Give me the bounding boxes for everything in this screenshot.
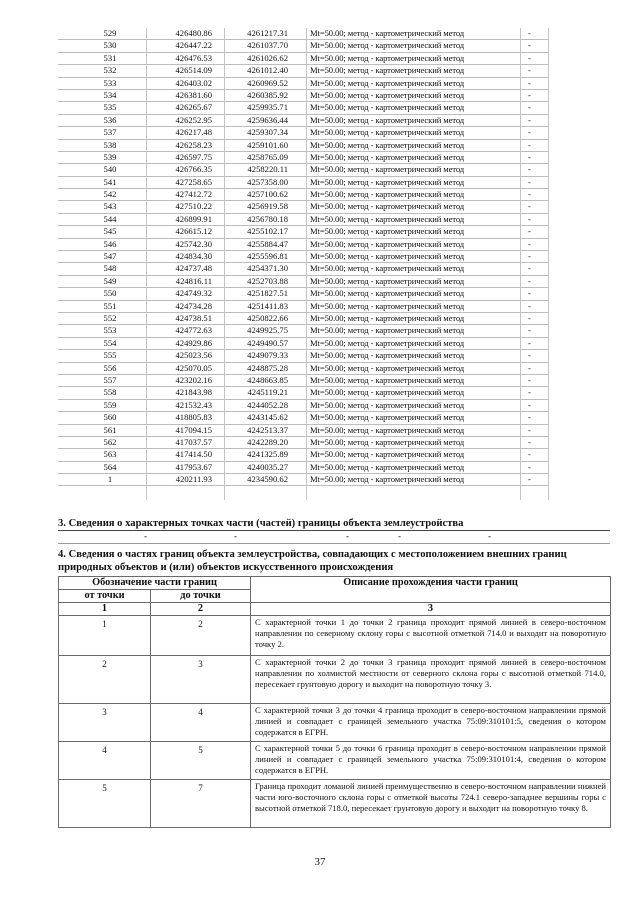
x-coordinate: 417094.15	[175, 424, 212, 435]
boundary-part-row	[59, 616, 611, 656]
accuracy-method: Mt=50.00; метод - картометрический метод	[310, 436, 465, 447]
boundary-part-row	[59, 704, 611, 742]
point-number: 535	[103, 102, 117, 113]
x-coordinate: 426252.95	[175, 114, 212, 125]
point-number: 1	[107, 474, 113, 485]
y-coordinate: 4261217.31	[247, 28, 288, 38]
point-number: 549	[103, 275, 117, 286]
accuracy-method: Mt=50.00; метод - картометрический метод	[310, 127, 465, 138]
accuracy-method: Mt=50.00; метод - картометрический метод	[310, 65, 465, 76]
extra-value: -	[528, 350, 531, 361]
coordinate-row	[58, 263, 548, 275]
y-coordinate: 4257100.62	[247, 189, 288, 200]
point-number: 531	[103, 52, 117, 63]
accuracy-method: Mt=50.00; метод - картометрический метод	[310, 263, 465, 274]
x-coordinate: 426615.12	[175, 226, 212, 237]
boundary-parts-table	[58, 576, 611, 828]
point-number: 553	[103, 325, 117, 336]
x-coordinate: 426381.60	[175, 89, 212, 100]
x-coordinate: 427258.65	[175, 176, 212, 187]
accuracy-method: Mt=50.00; метод - картометрический метод	[310, 387, 465, 398]
section-4-title: 4. Сведения о частях границ объекта землеустройства, совпадающих с местоположением внешних границ природных объектов и (или) объектов искусственного происхождения	[58, 549, 567, 573]
extra-value: -	[528, 412, 531, 423]
accuracy-method: Mt=50.00; метод - картометрический метод	[310, 151, 465, 162]
x-coordinate: 421532.43	[175, 399, 212, 410]
extra-value: -	[528, 474, 531, 485]
point-number: 545	[103, 226, 117, 237]
extra-value: -	[528, 325, 531, 336]
accuracy-method: Mt=50.00; метод - картометрический метод	[310, 288, 465, 299]
point-number: 546	[103, 238, 117, 249]
coordinate-row	[58, 239, 548, 251]
to-point-header: до точки	[151, 590, 251, 603]
column-number: 2	[151, 603, 251, 616]
point-number: 533	[103, 77, 117, 88]
point-number: 538	[103, 139, 117, 150]
y-coordinate: 4234590.62	[247, 474, 288, 485]
x-coordinate: 423202.16	[175, 374, 212, 385]
y-coordinate: 4261026.62	[247, 52, 288, 63]
point-number: 562	[103, 436, 117, 447]
x-coordinate: 420211.93	[175, 474, 212, 485]
x-coordinate: 426403.02	[175, 77, 212, 88]
extra-value: -	[528, 251, 531, 262]
point-number: 542	[103, 189, 117, 200]
accuracy-method: Mt=50.00; метод - картометрический метод	[310, 424, 465, 435]
coordinate-row	[58, 102, 548, 114]
from-point: 2	[59, 656, 151, 704]
extra-value: -	[528, 337, 531, 348]
y-coordinate: 4259636.44	[247, 114, 288, 125]
coordinate-row	[58, 425, 548, 437]
accuracy-method: Mt=50.00; метод - картометрический метод	[310, 325, 465, 336]
accuracy-method: Mt=50.00; метод - картометрический метод	[310, 412, 465, 423]
point-number: 548	[103, 263, 117, 274]
section-3-cell: -	[144, 531, 147, 541]
accuracy-method: Mt=50.00; метод - картометрический метод	[310, 374, 465, 385]
accuracy-method: Mt=50.00; метод - картометрический метод	[310, 40, 465, 51]
x-coordinate: 425023.56	[175, 350, 212, 361]
from-point: 1	[59, 616, 151, 656]
extra-value: -	[528, 52, 531, 63]
point-number: 530	[103, 40, 117, 51]
coordinate-row	[58, 375, 548, 387]
y-coordinate: 4242289.20	[247, 436, 288, 447]
extra-value: -	[528, 238, 531, 249]
extra-value: -	[528, 127, 531, 138]
y-coordinate: 4244052.28	[247, 399, 288, 410]
point-number: 557	[103, 374, 117, 385]
coordinate-row	[58, 177, 548, 189]
coordinate-row	[58, 288, 548, 300]
y-coordinate: 4255884.47	[247, 238, 288, 249]
x-coordinate: 424734.28	[175, 300, 212, 311]
boundary-part-row	[59, 742, 611, 780]
accuracy-method: Mt=50.00; метод - картометрический метод	[310, 337, 465, 348]
extra-value: -	[528, 436, 531, 447]
extra-value: -	[528, 449, 531, 460]
y-coordinate: 4254371.30	[247, 263, 288, 274]
coordinate-row	[58, 338, 548, 350]
extra-value: -	[528, 77, 531, 88]
y-coordinate: 4240035.27	[247, 461, 288, 472]
to-point: 2	[151, 616, 251, 656]
point-number: 563	[103, 449, 117, 460]
accuracy-method: Mt=50.00; метод - картометрический метод	[310, 89, 465, 100]
x-coordinate: 426597.75	[175, 151, 212, 162]
y-coordinate: 4248663.85	[247, 374, 288, 385]
extra-value: -	[528, 114, 531, 125]
section-3-empty-row	[58, 530, 610, 544]
accuracy-method: Mt=50.00; метод - картометрический метод	[310, 312, 465, 323]
x-coordinate: 426447.22	[175, 40, 212, 51]
extra-value: -	[528, 40, 531, 51]
from-point: 4	[59, 742, 151, 780]
point-number: 541	[103, 176, 117, 187]
coordinate-row	[58, 40, 548, 52]
y-coordinate: 4251411.83	[247, 300, 288, 311]
y-coordinate: 4259935.71	[247, 102, 288, 113]
boundary-part-row	[59, 780, 611, 828]
section-3-cell: -	[488, 531, 491, 541]
section-3	[58, 517, 610, 544]
accuracy-method: Mt=50.00; метод - картометрический метод	[310, 176, 465, 187]
x-coordinate: 426899.91	[175, 213, 212, 224]
accuracy-method: Mt=50.00; метод - картометрический метод	[310, 213, 465, 224]
coordinate-row	[58, 152, 548, 164]
extra-value: -	[528, 176, 531, 187]
coordinate-row	[58, 276, 548, 288]
x-coordinate: 426480.86	[175, 28, 212, 38]
accuracy-method: Mt=50.00; метод - картометрический метод	[310, 139, 465, 150]
x-coordinate: 424738.51	[175, 312, 212, 323]
accuracy-method: Mt=50.00; метод - картометрический метод	[310, 52, 465, 63]
extra-value: -	[528, 288, 531, 299]
x-coordinate: 426476.53	[175, 52, 212, 63]
accuracy-method: Mt=50.00; метод - картометрический метод	[310, 350, 465, 361]
coordinate-row	[58, 325, 548, 337]
point-number: 555	[103, 350, 117, 361]
x-coordinate: 425742.30	[175, 238, 212, 249]
x-coordinate: 424834.30	[175, 251, 212, 262]
extra-value: -	[528, 164, 531, 175]
from-point-header: от точки	[59, 590, 151, 603]
x-coordinate: 426766.35	[175, 164, 212, 175]
column-divider	[146, 28, 147, 500]
point-number: 540	[103, 164, 117, 175]
y-coordinate: 4260385.92	[247, 89, 288, 100]
coordinate-row	[58, 474, 548, 486]
extra-value: -	[528, 374, 531, 385]
y-coordinate: 4251827.51	[247, 288, 288, 299]
accuracy-method: Mt=50.00; метод - картометрический метод	[310, 275, 465, 286]
coordinate-row	[58, 214, 548, 226]
point-number: 559	[103, 399, 117, 410]
coordinate-row	[58, 53, 548, 65]
y-coordinate: 4256919.58	[247, 201, 288, 212]
boundary-description: С характерной точки 3 до точки 4 граница проходит в северо-восточном направлении прямой линией и совпадает с границей земельного участка 75:09:310101:5, сведения о котором содержатся в ЕГРН.	[251, 704, 611, 742]
y-coordinate: 4259101.60	[247, 139, 288, 150]
point-number: 551	[103, 300, 117, 311]
extra-value: -	[528, 213, 531, 224]
y-coordinate: 4255596.81	[247, 251, 288, 262]
point-number: 564	[103, 461, 117, 472]
point-number: 556	[103, 362, 117, 373]
y-coordinate: 4252703.88	[247, 275, 288, 286]
coordinates-table	[58, 28, 548, 486]
x-coordinate: 417414.50	[175, 449, 212, 460]
accuracy-method: Mt=50.00; метод - картометрический метод	[310, 238, 465, 249]
coordinate-row	[58, 387, 548, 399]
y-coordinate: 4249490.57	[247, 337, 288, 348]
column-divider	[520, 28, 521, 500]
extra-value: -	[528, 139, 531, 150]
coordinate-row	[58, 350, 548, 362]
y-coordinate: 4249925.75	[247, 325, 288, 336]
y-coordinate: 4245119.21	[247, 387, 288, 398]
x-coordinate: 424772.63	[175, 325, 212, 336]
extra-value: -	[528, 189, 531, 200]
accuracy-method: Mt=50.00; метод - картометрический метод	[310, 449, 465, 460]
boundary-parts-body	[59, 616, 611, 828]
coordinate-row	[58, 400, 548, 412]
coordinate-row	[58, 226, 548, 238]
x-coordinate: 425070.05	[175, 362, 212, 373]
section-3-title: 3. Сведения о характерных точках части (частей) границы объекта землеустройства	[58, 518, 464, 529]
x-coordinate: 427412.72	[175, 189, 212, 200]
column-divider	[548, 28, 549, 500]
point-number: 561	[103, 424, 117, 435]
from-point: 5	[59, 780, 151, 828]
accuracy-method: Mt=50.00; метод - картометрический метод	[310, 102, 465, 113]
point-number: 529	[103, 28, 117, 38]
extra-value: -	[528, 424, 531, 435]
point-number: 537	[103, 127, 117, 138]
accuracy-method: Mt=50.00; метод - картометрический метод	[310, 114, 465, 125]
accuracy-method: Mt=50.00; метод - картометрический метод	[310, 189, 465, 200]
x-coordinate: 417037.57	[175, 436, 212, 447]
point-number: 544	[103, 213, 117, 224]
extra-value: -	[528, 387, 531, 398]
accuracy-method: Mt=50.00; метод - картометрический метод	[310, 28, 465, 38]
extra-value: -	[528, 399, 531, 410]
from-point: 3	[59, 704, 151, 742]
y-coordinate: 4250822.66	[247, 312, 288, 323]
point-number: 534	[103, 89, 117, 100]
coordinate-row	[58, 313, 548, 325]
coordinate-row	[58, 449, 548, 461]
accuracy-method: Mt=50.00; метод - картометрический метод	[310, 164, 465, 175]
point-number: 532	[103, 65, 117, 76]
extra-value: -	[528, 263, 531, 274]
accuracy-method: Mt=50.00; метод - картометрический метод	[310, 474, 465, 485]
to-point: 3	[151, 656, 251, 704]
x-coordinate: 424929.86	[175, 337, 212, 348]
coordinate-row	[58, 189, 548, 201]
column-divider	[306, 28, 307, 500]
x-coordinate: 424749.32	[175, 288, 212, 299]
section-4	[58, 548, 610, 828]
extra-value: -	[528, 300, 531, 311]
coordinate-row	[58, 251, 548, 263]
coordinate-row	[58, 437, 548, 449]
column-divider	[224, 28, 225, 500]
to-point: 7	[151, 780, 251, 828]
boundary-part-row	[59, 656, 611, 704]
extra-value: -	[528, 89, 531, 100]
extra-value: -	[528, 28, 531, 38]
point-number: 558	[103, 387, 117, 398]
extra-value: -	[528, 65, 531, 76]
y-coordinate: 4258765.09	[247, 151, 288, 162]
coordinate-row	[58, 28, 548, 40]
coordinate-row	[58, 412, 548, 424]
x-coordinate: 418805.83	[175, 412, 212, 423]
y-coordinate: 4248875.28	[247, 362, 288, 373]
coordinate-row	[58, 127, 548, 139]
point-number: 554	[103, 337, 117, 348]
point-number: 552	[103, 312, 117, 323]
x-coordinate: 421843.98	[175, 387, 212, 398]
to-point: 5	[151, 742, 251, 780]
accuracy-method: Mt=50.00; метод - картометрический метод	[310, 201, 465, 212]
y-coordinate: 4260969.52	[247, 77, 288, 88]
x-coordinate: 426265.67	[175, 102, 212, 113]
coordinate-row	[58, 301, 548, 313]
y-coordinate: 4261037.70	[247, 40, 288, 51]
boundary-description: С характерной точки 2 до точки 3 граница проходит прямой линией в северо-восточном направлении по холмистой местности от северного склона горы с высотной отметкой 714.0, пересекает грунтовую дорогу и выходит на поворотную точку 3.	[251, 656, 611, 704]
point-number: 539	[103, 151, 117, 162]
accuracy-method: Mt=50.00; метод - картометрический метод	[310, 461, 465, 472]
coordinate-row	[58, 115, 548, 127]
accuracy-method: Mt=50.00; метод - картометрический метод	[310, 251, 465, 262]
x-coordinate: 426514.09	[175, 65, 212, 76]
y-coordinate: 4242513.37	[247, 424, 288, 435]
section-3-cell: -	[398, 531, 401, 541]
to-point: 4	[151, 704, 251, 742]
extra-value: -	[528, 201, 531, 212]
section-3-cell: -	[346, 531, 349, 541]
boundary-description: Граница проходит ломаной линией преимущественно в северо-восточном направлении нижней части юго-восточного склона горы с отметкой высоты 724.1 северо-западнее вершины горы с высотной отметкой 718.0, пересекает грунтовую дорогу и выходит на поворотную точку 8.	[251, 780, 611, 828]
point-number: 560	[103, 412, 117, 423]
coordinate-row	[58, 164, 548, 176]
point-number: 550	[103, 288, 117, 299]
coordinate-row	[58, 363, 548, 375]
x-coordinate: 424816.11	[175, 275, 212, 286]
x-coordinate: 424737.48	[175, 263, 212, 274]
extra-value: -	[528, 275, 531, 286]
extra-value: -	[528, 151, 531, 162]
x-coordinate: 426217.48	[175, 127, 212, 138]
coordinate-row	[58, 78, 548, 90]
page-number: 37	[314, 856, 326, 868]
extra-value: -	[528, 226, 531, 237]
boundary-description: С характерной точки 5 до точки 6 граница проходит в северо-восточном направлении прямой линией и совпадает с границей земельного участка 75:09:310101:4, сведения о котором содержатся в ЕГРН.	[251, 742, 611, 780]
extra-value: -	[528, 102, 531, 113]
extra-value: -	[528, 312, 531, 323]
accuracy-method: Mt=50.00; метод - картометрический метод	[310, 226, 465, 237]
y-coordinate: 4241325.89	[247, 449, 288, 460]
accuracy-method: Mt=50.00; метод - картометрический метод	[310, 362, 465, 373]
accuracy-method: Mt=50.00; метод - картометрический метод	[310, 77, 465, 88]
x-coordinate: 426258.23	[175, 139, 212, 150]
extra-value: -	[528, 461, 531, 472]
x-coordinate: 417953.67	[175, 461, 212, 472]
point-number: 547	[103, 251, 117, 262]
y-coordinate: 4258220.11	[247, 164, 288, 175]
column-number: 1	[59, 603, 151, 616]
coordinate-row	[58, 140, 548, 152]
accuracy-method: Mt=50.00; метод - картометрический метод	[310, 300, 465, 311]
coordinate-row	[58, 90, 548, 102]
y-coordinate: 4249079.33	[247, 350, 288, 361]
column-number: 3	[251, 603, 611, 616]
y-coordinate: 4255102.17	[247, 226, 288, 237]
extra-value: -	[528, 362, 531, 373]
point-number: 543	[103, 201, 117, 212]
accuracy-method: Mt=50.00; метод - картометрический метод	[310, 399, 465, 410]
point-number: 536	[103, 114, 117, 125]
boundary-description: С характерной точки 1 до точки 2 граница проходит прямой линией в северо-восточном направлении по северному склону горы с высотной отметкой 714.0 и выходит на поворотную точку 2.	[251, 616, 611, 656]
designation-header: Обозначение части границ	[59, 577, 251, 590]
coordinate-row	[58, 201, 548, 213]
y-coordinate: 4261012.40	[247, 65, 288, 76]
y-coordinate: 4259307.34	[247, 127, 288, 138]
y-coordinate: 4256780.18	[247, 213, 288, 224]
x-coordinate: 427510.22	[175, 201, 212, 212]
section-3-cell: -	[234, 531, 237, 541]
y-coordinate: 4257358.00	[247, 176, 288, 187]
y-coordinate: 4243145.62	[247, 412, 288, 423]
coordinate-row	[58, 65, 548, 77]
description-header: Описание прохождения части границ	[251, 577, 611, 603]
coordinate-row	[58, 462, 548, 474]
